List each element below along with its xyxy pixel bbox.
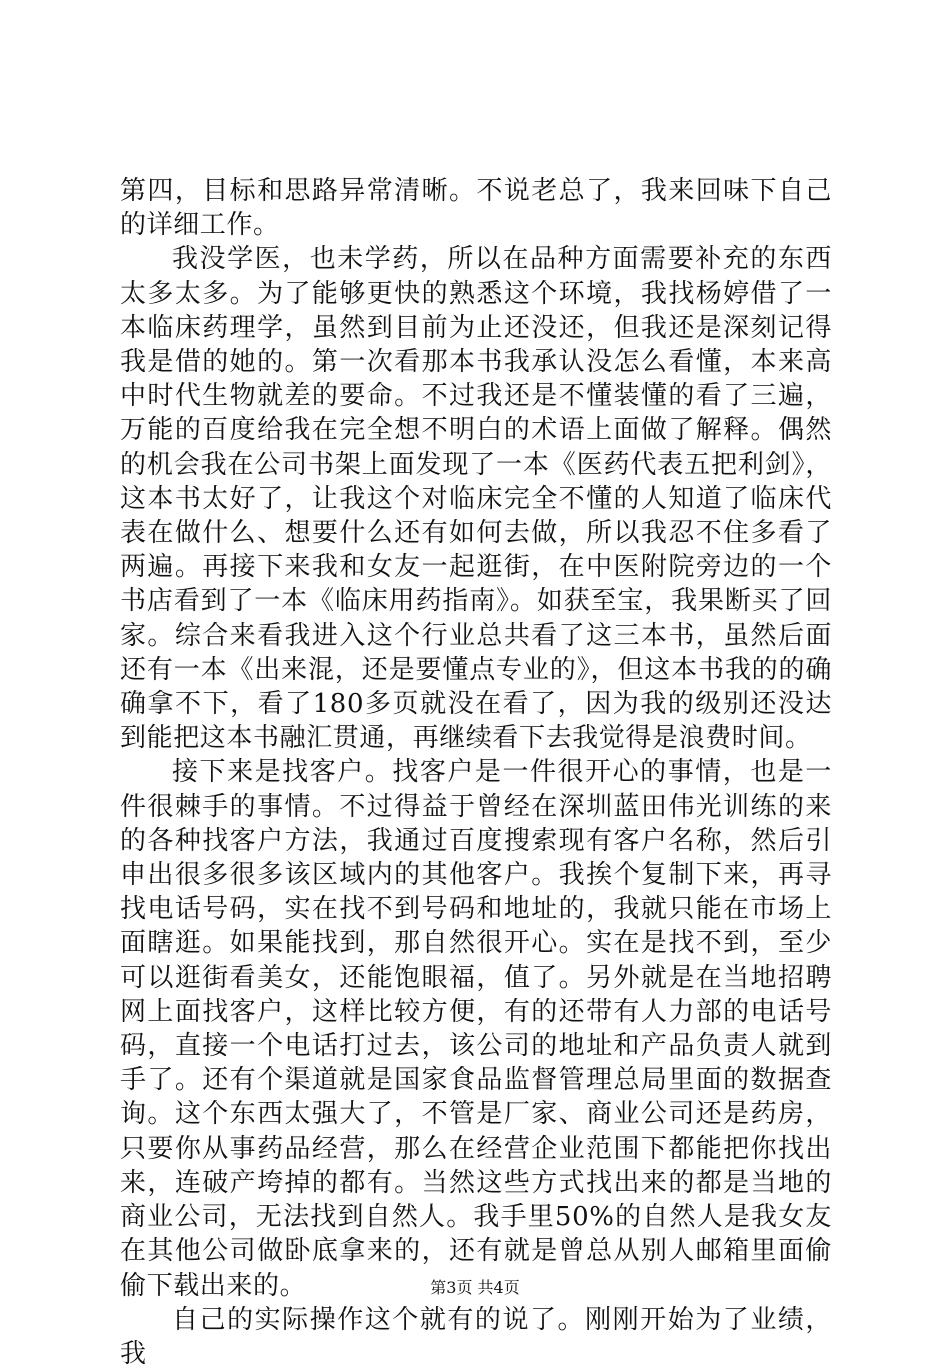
- paragraph-1: 第四，目标和思路异常清晰。不说老总了，我来回味下自己的详细工作。: [120, 176, 832, 241]
- page-footer: 第3页 共4页: [430, 1278, 520, 1297]
- paragraph-3: 接下来是找客户。找客户是一件很开心的事情，也是一件很棘手的事情。不过得益于曾经在深圳蓝田伟光训练的来的各种找客户方法，我通过百度搜索现有客户名称，然后引申出很多很多该区域内的其他客户。我挨个复制下来，再寻找电话号码，实在找不到号码和地址的，我就只能在市场上面瞎逛。如果能找到，那自然很开心。实在是找不到，至少可以逛街看美女，还能饱眼福，值了。另外就是在当地招聘网上面找客户，这样比较方便，有的还带有人力部的电话号码，直接一个电话打过去，该公司的地址和产品负责人就到手了。还有个渠道就是国家食品监督管理总局里面的数据查询。这个东西太强大了，不管是厂家、商业公司还是药房，只要你从事药品经营，那么在经营企业范围下都能把你找出来，连破产垮掉的都有。当然这些方式找出来的都是当地的商业公司，无法找到自然人。我手里50%的自然人是我女友在其他公司做卧底拿来的，还有就是曾总从别人邮箱里面偷偷下载出来的。: [120, 757, 832, 1301]
- paragraph-2: 我没学医，也未学药，所以在品种方面需要补充的东西太多太多。为了能够更快的熟悉这个环境，我找杨婷借了一本临床药理学，虽然到目前为止还没还，但我还是深刻记得我是借的她的。第一次看那本书我承认没怎么看懂，本来高中时代生物就差的要命。不过我还是不懂装懂的看了三遍，万能的百度给我在完全想不明白的术语上面做了解释。偶然的机会我在公司书架上面发现了一本《医药代表五把利剑》，这本书太好了，让我这个对临床完全不懂的人知道了临床代表在做什么、想要什么还有如何去做，所以我忍不住多看了两遍。再接下来我和女友一起逛街，在中医附院旁边的一个书店看到了一本《临床用药指南》。如获至宝，我果断买了回家。综合来看我进入这个行业总共看了这三本书，虽然后面还有一本《出来混，还是要懂点专业的》，但这本书我的的确确拿不下，看了180多页就没在看了，因为我的级别还没达到能把这本书融汇贯通，再继续看下去我觉得是浪费时间。: [120, 244, 832, 754]
- document-body: [120, 174, 832, 1371]
- paragraph-4: 自己的实际操作这个就有的说了。刚刚开始为了业绩，我: [120, 1304, 832, 1369]
